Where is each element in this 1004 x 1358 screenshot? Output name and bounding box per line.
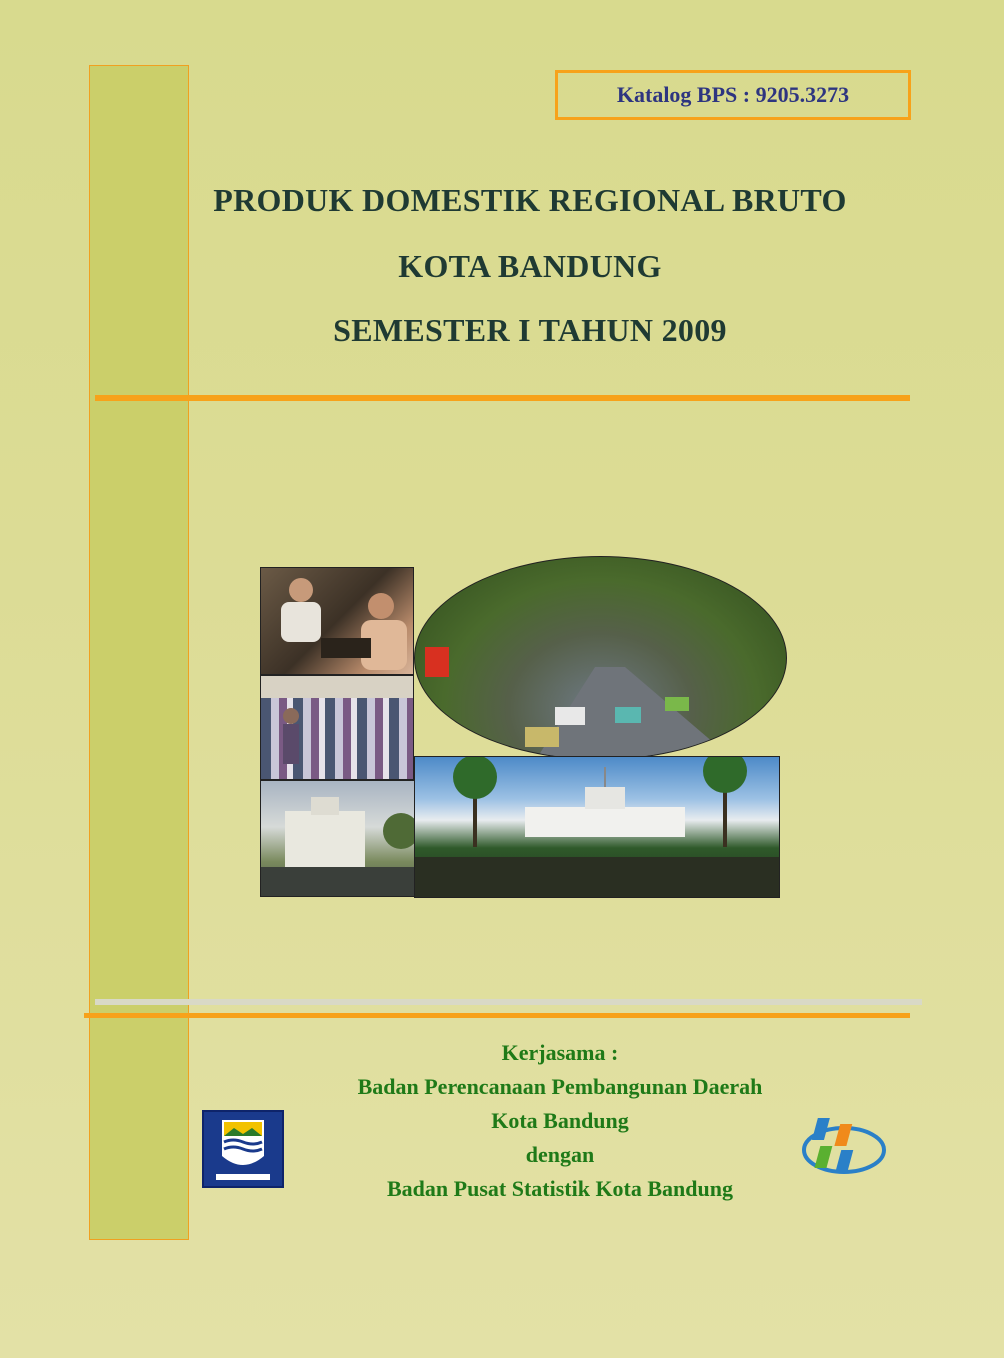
gray-divider (95, 999, 922, 1005)
hotel-building-photo (260, 780, 415, 897)
cover-title-line-1: PRODUK DOMESTIK REGIONAL BRUTO (213, 182, 847, 218)
credits-agency-2: Badan Pusat Statistik Kota Bandung (387, 1176, 733, 1201)
market-vendor-photo (260, 567, 414, 675)
side-accent-bar (89, 65, 189, 1240)
cover-title-line-2: KOTA BANDUNG (398, 248, 662, 284)
credits-connector: dengan (525, 1142, 595, 1167)
catalog-number-box (555, 70, 911, 120)
credits-agency-1-city: Kota Bandung (491, 1108, 629, 1133)
clothing-store-photo (260, 675, 414, 780)
cover-title-line-3: SEMESTER I TAHUN 2009 (333, 312, 727, 348)
top-divider (95, 395, 910, 401)
collaboration-credits (290, 1036, 830, 1206)
bps-logo-icon (800, 1110, 888, 1186)
credits-agency-1: Badan Perencanaan Pembangunan Daerah (357, 1074, 763, 1099)
credits-heading: Kerjasama : (501, 1040, 619, 1065)
kota-bandung-emblem-icon (202, 1110, 284, 1188)
gedung-sate-photo (414, 756, 780, 898)
busy-street-photo (414, 556, 787, 760)
bottom-divider (84, 1013, 910, 1018)
catalog-number: Katalog BPS : 9205.3273 (616, 82, 850, 107)
